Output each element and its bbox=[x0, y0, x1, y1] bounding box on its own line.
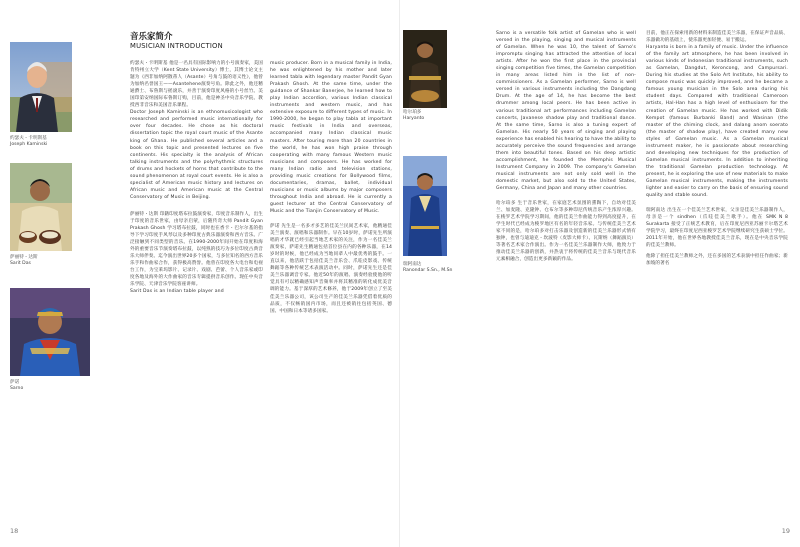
page-number-right: 19 bbox=[781, 527, 790, 535]
haryanto-bio-zh-cont: 目前，他正在探索用新的材料来制造佳美兰乐器，在保证声音品质、乐器做功的基础上，使乐器更加轻便、易于搬运。 bbox=[646, 31, 788, 44]
caption-saritdas-en: Sarit Das bbox=[10, 261, 31, 266]
caption-ranondar-en: Ranondar S.Sn., M.Sn bbox=[403, 268, 453, 273]
caption-sarno-en: Sarno bbox=[10, 386, 24, 391]
caption-haryanto-en: Haryanto bbox=[403, 116, 425, 121]
photo-saritdas bbox=[10, 163, 72, 251]
sarno-bio-zh: 萨诺 先生是一名多才多艺的佳美兰民间艺术家，他精通佳美兰演奏、演唱和乐器制作。早在10岁时，萨诺先生所演唱的才华就已经引起当地艺术家的关注，作为一名佳美兰演奏家，萨诺先生精通包括首位县在内的各种乐器，在14岁时的时候，他已经成为当地同辈人中最优秀的鼓手。一直以来，他活跃于包括佳美兰音乐会、爪哇皮影戏、传统舞蹈等各种传统艺术表演活动中。同时，萨诺先生还是佳美兰乐器调音专家。他近50年的演唱、演奏经验使他的听觉具有可以精确感知声音频率并将其精准的转化成优美音调的能力。基于深厚的艺术修养，他于2009年创立了至美佳美兰乐器公司，该公司生产的佳美兰乐器凭借着优质的品质，不仅畅销国内市场，而且还被销往包括英国、德国、中国和日本等诸多国家。 bbox=[270, 224, 392, 314]
saritdas-bio-en-start: Sarit Das is an Indian table player and bbox=[130, 289, 224, 295]
section-title-zh: 音乐家简介 bbox=[130, 32, 173, 42]
caption-ranondar bbox=[403, 262, 452, 274]
caption-haryanto bbox=[403, 110, 424, 122]
caption-ranondar-zh: 瑞阿南达 bbox=[403, 262, 422, 267]
caption-sarno bbox=[10, 380, 23, 392]
haryanto-bio-en: Haryanto is born in a family of music. Under the influence of the family art atmosphere, he has been involved in various kinds of Indonesian traditional instruments, such as Gamelan, Dangdut, Keroncong, and Campursari. During his studies at the Solo Art Institute, his ability to compose music was quickly improved, and he became a famous young musician in the Solo area during his student days. Compared with traditional Cameroon artists, Hal-Han has a high level of enthusiasm for the creation of Gamelan music. He has worked with Didik Kempot (famous Burbanki Band) and Wasinan (the master of the chiming clock, and dalang anom soerato (the master of shadow play), have created many new styles of Gamelan music. As a Gamelan musical instrument maker, he is passionate about researching and developing new techniques for the production of Gamelan musical instruments. In addition to inheriting the traditional Gamelan production technology. At present, he is exploring the use of new materials to make Gamelan musical instruments, making the instruments lighter and easier to carry on the basis of ensuring sound quality and stable sound. bbox=[646, 45, 788, 199]
kaminski-portrait-icon bbox=[10, 42, 72, 132]
sarno-bio-en: Sarno is a versatile folk artist of Gamelan who is well versed in the playing, singing and musical instruments of Gamelan. When he was 10, the talent of Sarno's impromptu singing has attracted the attention of local artists. After he won the first place in the provincial singing competition five times, the Gamelan competition in many areas listed him in the list of non-commissioners. As a Gamelan performer, Sarno is well versed in various instruments including the Dangdang Drum. At the age of 14, he has become the best drummer among local peers. He has been active in various traditional art performances including Gamelan concerts, Javanese shadow play and traditional dance. At the same time, Sarno is also a tuning expert of Gamelan. His nearly 50 years of singing and playing experience has enabled his hearing to have the ability to accurately perceive the sound frequencies and arrange them into beautiful tones. Based on his deep artistic accomplishment, he founded the Memphis Musical Instrument Company in 2009. The company's Gamelan musical instruments are not only sold well in the domestic market, but also sold to the United States, Germany, China and Japan and many other countries. bbox=[496, 31, 636, 192]
photo-ranondar bbox=[403, 156, 447, 256]
caption-saritdas bbox=[10, 255, 38, 267]
photo-haryanto bbox=[403, 30, 447, 108]
kaminski-bio-en: Doctor Joseph Kaminski is an ethnomusicologist who researched and performed music internationally for over four decades. He chose as his doctoral dissertation topic the royal court music of the Asante king of Ghana. He published several articles and a book on this topic and presented lectures on five continents. His specialty is the analysis of African talking instruments and the polyrhythmic structures of drums and hockets of horns that contribute to the sound phenomenon at royal court events. He is also a specialist of American music history and lectures on African music and American music at the Central Conservatory of Music in Beijing. bbox=[130, 110, 263, 200]
right-column-1 bbox=[496, 30, 636, 264]
left-column-2 bbox=[270, 60, 392, 315]
kaminski-bio-zh: 约瑟夫・卡明斯基 他是一名具有国际影响力的小号演奏家，美国肯特州立大学（Kent State University）博士，其博士论文主题为《西非加纳阿散蒂人（Asante）号角与鼓的语义性》，他曾为加纳名誉国王——Asantehene演奏号角。除此之外，他还精通爵士、布鲁斯与摇滚乐，并善于演奏印度风格的小号丝竹。美国印第安纳国际布鲁斯订购，目前，他是神圣中央音乐学院、教授西非音乐和美国音乐课程。 bbox=[130, 61, 263, 109]
caption-haryanto-zh: 哈尔珀多 bbox=[403, 110, 422, 115]
photo-sarno bbox=[10, 288, 90, 376]
section-title-en: MUSICIAN INTRODUCTION bbox=[130, 42, 223, 50]
saritdas-portrait-icon bbox=[10, 163, 72, 251]
caption-saritdas-zh: 萨丽特・达斯 bbox=[10, 255, 38, 260]
ranondar-bio-zh: 瑞阿南达 出生在一个佳美兰艺术世家，父亲是佳美兰乐器制作人，母亲是一个 sindhen（爪哇佳美兰歌手）。他在 SMK N 8 Surakarta 接受了正统艺术教育，后在印度尼西亚苏丽卡尔塔艺术学院学习，最终在印度尼西亚梭罗艺术学院继续研究生获硕士学位。2011年开始，他在世界各地教授佳美兰音乐，现在是中央音乐学院的佳美兰教师。 bbox=[646, 208, 788, 249]
photo-kaminski bbox=[10, 42, 72, 132]
caption-sarno-zh: 萨诺 bbox=[10, 380, 20, 385]
sarno-portrait-icon bbox=[10, 288, 90, 376]
saritdas-bio-en: music producer. Born in a musical family in India, he was enlightened by his mother and later learned tabla with legendary master Pandit Gyan Prakash Ghosh. At the same time, under the guidance of Shankar Banerjee, he learned how to play Indian accordion, various Indian classical instruments and western music, and has extensive exposure to different types of music. In 1990-2000, he began to play tabla at important music festivals in India and overseas, accompanied many Indian classical music masters. After touring more than 20 countries in the world, he has won high praise through cooperating with many famous Western music musicians and composers. He has worked for many Indian radio and television stations, providing music creations for Bollywood films, documentaries, dramas, ballet, individual musicians or music albums by major composers throughout India and abroad. He is currently a guest lecturer at the Central Conservatory of Music and the Tianjin Conservatory of Music. bbox=[270, 61, 392, 214]
caption-kaminski-zh: 约瑟夫・卡明斯基 bbox=[10, 136, 47, 141]
caption-kaminski-en: Joseph Kaminski bbox=[10, 142, 48, 147]
page-number-left: 18 bbox=[10, 527, 19, 535]
ranondar-bio-zh-2: 他除了担任佳美兰教师之外，还在多国的艺术表演中担任作曲家；新加坡的著名 bbox=[646, 254, 788, 267]
right-page bbox=[400, 0, 800, 547]
saritdas-bio-zh: 萨丽特・达斯 印籍印度塔布拉鼓演奏家，印度音乐制作人，出生于印度的音乐世家，由母亲启蒙，后随传奇大师 Pandit Gyan Prakash Ghosh 学习塔布拉鼓，同时也在香卡・巴尔尔基的指导下学习印度手风琴以及多种印度古典乐器演奏和西方音乐。广泛接触到不同类型的音乐。在1990-2000年间开始在印度和海外的重要音乐节演奏塔布拉鼓，以纯熟的技巧为多位印度古典音乐大师伴奏。迄今演出世界20多个国家，与多位知名的西方音乐乐手和作曲家合作，获得极高赞誉。他曾在印度各大电台和电视台工作，为宝莱坞影片、记录片、戏剧、芭蕾、个人音乐家或印度各地及海外的大作曲家的音乐专辑提供音乐创作。现任中央音乐学院、天津音乐学院客座讲师。 bbox=[130, 211, 263, 288]
haryanto-portrait-icon bbox=[403, 30, 447, 108]
right-column-2 bbox=[646, 30, 788, 268]
left-column-1 bbox=[130, 60, 263, 296]
ranondar-portrait-icon bbox=[403, 156, 447, 256]
haryanto-bio-zh: 哈尔珀多 生于音乐世家，在家庭艺术氛围的熏陶下，自幼对佳美兰、加麦隆、克隆钟、仓布尔等多种印尼传统音乐产生浓厚兴趣。在梭罗艺术学院学习期间，他的佳美兰作曲能力得到高度提升，在学生时代已经成为梭罗地区有名的年轻音乐家。与传统佳美兰艺术家不同的是，哈尔珀多对打击乐器及创造新的佳美兰乐器形式情有独钟，也曾与迪迪克・坎波特（皮影大师卡）、瓦斯纳（舞蹈演员）等著名艺术家合作演出。作为一名佳美兰乐器制作大师，他致力于推动佳美兰乐器的创新，并热衷于将传统的佳美兰音乐与现代音乐元素相融合，创造出更多新颖的作品。 bbox=[496, 201, 636, 263]
caption-kaminski bbox=[10, 136, 47, 148]
